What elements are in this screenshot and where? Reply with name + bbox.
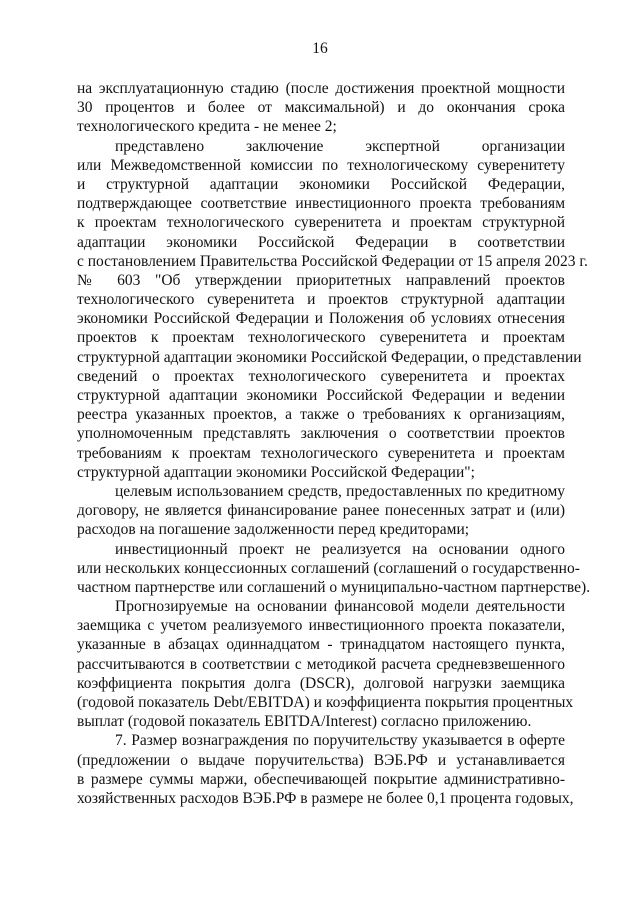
text-line: требованиям к проектам технологического суверенитета и проектам: [77, 444, 565, 462]
paragraph: [77, 79, 565, 137]
paragraph: [77, 731, 574, 808]
text-line: структурной адаптации экономики Российской Федерации, о представлении: [77, 348, 582, 366]
paragraph: [77, 482, 565, 540]
page-number: 16: [312, 40, 328, 57]
text-line: хозяйственных расходов ВЭБ.РФ в размере не более 0,1 процента годовых,: [77, 789, 574, 807]
paragraph: [77, 540, 591, 598]
text-line: к проектам технологического суверенитета и проектам структурной: [77, 214, 565, 232]
text-line: 30 процентов и более от максимальной) и до окончания срока: [77, 99, 565, 117]
text-line: выплат (годовой показатель EBITDA/Interest) согласно приложению.: [77, 713, 532, 731]
text-line: целевым использованием средств, предоставленных по кредитному: [115, 482, 565, 500]
text-line: адаптации экономики Российской Федерации в соответствии: [77, 233, 565, 251]
text-line: экономики Российской Федерации и Положения об условиях отнесения: [77, 310, 565, 328]
text-line: и структурной адаптации экономики Российской Федерации,: [77, 175, 565, 193]
text-line: рассчитываются в соответствии с методикой расчета средневзвешенного: [77, 655, 565, 673]
text-line: реестра указанных проектов, а также о требованиях к организациям,: [77, 406, 565, 424]
text-line: с постановлением Правительства Российской Федерации от 15 апреля 2023 г.: [77, 252, 588, 270]
paragraph: [77, 597, 574, 731]
text-line: технологического суверенитета и проектов структурной адаптации: [77, 291, 565, 309]
text-line: проектов к проектам технологического суверенитета и проектам: [77, 329, 565, 347]
text-line: договору, не является финансирование ранее понесенных затрат и (или): [77, 502, 565, 520]
text-line: указанные в абзацах одиннадцатом - тринадцатом настоящего пункта,: [77, 636, 565, 654]
text-line: структурной адаптации экономики Российской Федерации";: [77, 463, 475, 481]
paragraph: [77, 137, 588, 482]
text-line: (годовой показатель Debt/EBITDA) и коэффициента покрытия процентных: [77, 694, 574, 711]
text-line: структурной адаптации экономики Российской Федерации и ведении: [77, 387, 565, 404]
text-line: сведений о проектах технологического суверенитета и проектах: [77, 367, 565, 385]
text-line: № 603 "Об утверждении приоритетных направлений проектов: [77, 271, 565, 289]
text-line: или Межведомственной комиссии по технологическому суверенитету: [77, 156, 565, 174]
text-line: (предложении о выдаче поручительства) ВЭБ.РФ и устанавливается: [77, 751, 565, 769]
text-line: частном партнерстве или соглашений о муниципально-частном партнерстве).: [77, 578, 591, 596]
text-line: Прогнозируемые на основании финансовой модели деятельности: [115, 598, 565, 616]
text-line: или нескольких концессионных соглашений (соглашений о государственно-: [77, 559, 580, 577]
text-line: подтверждающее соответствие инвестиционного проекта требованиям: [77, 195, 565, 213]
text-line: инвестиционный проект не реализуется на основании одного: [115, 540, 565, 558]
text-line: уполномоченным представлять заключения о соответствии проектов: [77, 425, 565, 443]
text-line: коэффициента покрытия долга (DSCR), долговой нагрузки заемщика: [77, 674, 565, 692]
text-line: расходов на погашение задолженности перед кредиторами;: [77, 521, 470, 539]
text-line: в размере суммы маржи, обеспечивающей покрытие административно-: [77, 770, 565, 788]
text-line: на эксплуатационную стадию (после достижения проектной мощности: [77, 80, 565, 97]
document-body: [77, 79, 591, 808]
text-line: представлено заключение экспертной организации: [115, 137, 565, 155]
text-line: 7. Размер вознаграждения по поручительству указывается в оферте: [115, 732, 565, 750]
text-line: заемщика с учетом реализуемого инвестиционного проекта показатели,: [77, 617, 565, 635]
text-line: технологического кредита - не менее 2;: [77, 118, 337, 136]
